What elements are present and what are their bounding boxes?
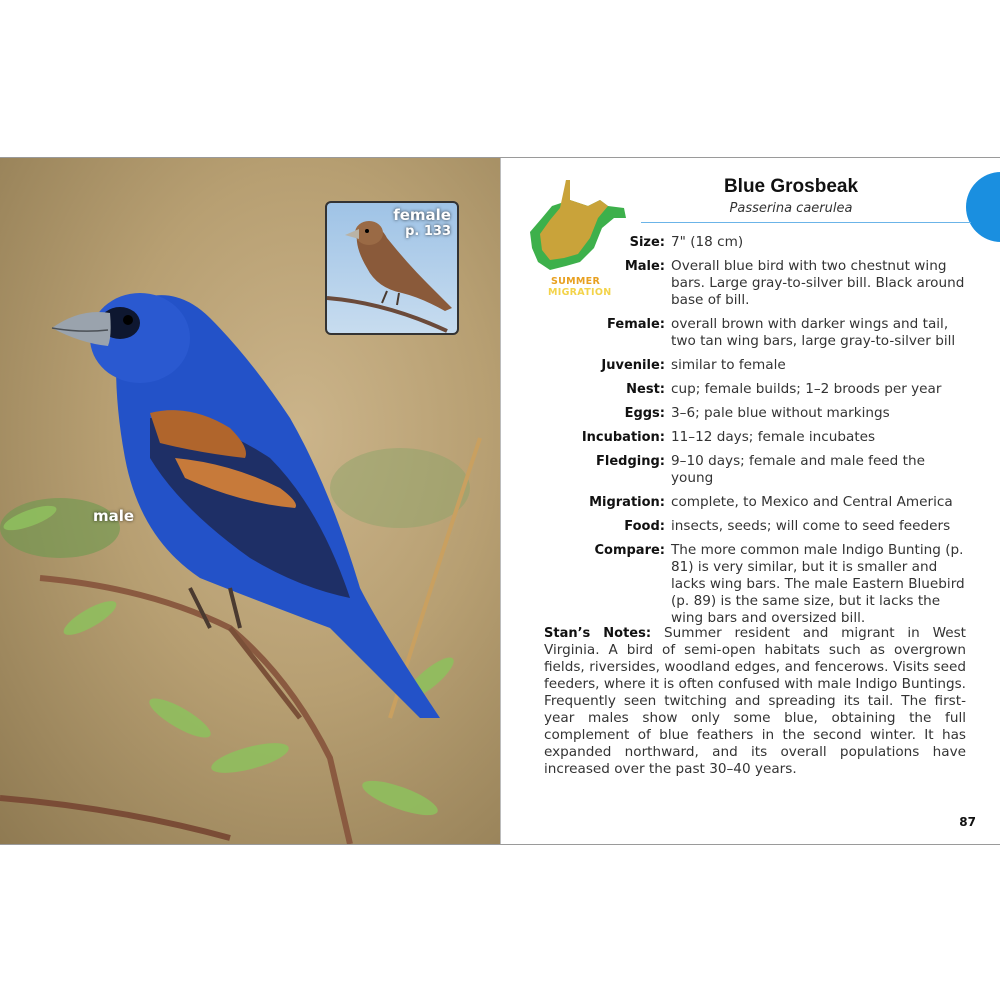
fact-food bbox=[549, 518, 979, 535]
fact-eggs bbox=[549, 405, 979, 422]
fact-label: Eggs: bbox=[624, 406, 665, 421]
fact-value: 11–12 days; female incubates bbox=[671, 429, 876, 445]
species-common-name: Blue Grosbeak bbox=[723, 176, 859, 197]
fact-juvenile bbox=[549, 357, 979, 374]
female-page-ref[interactable]: p. 133 bbox=[405, 224, 451, 239]
fact-label: Female: bbox=[607, 317, 665, 332]
male-label: male bbox=[93, 507, 135, 525]
fact-migration bbox=[549, 494, 979, 511]
fact-value: 9–10 days; female and male feed the young bbox=[671, 453, 925, 486]
facts-list bbox=[549, 234, 979, 634]
stans-notes bbox=[544, 625, 966, 778]
fact-incubation bbox=[549, 429, 979, 446]
fact-value: 3–6; pale blue without markings bbox=[671, 405, 890, 421]
fact-value: Overall blue bird with two chestnut wing bars. Large gray-to-silver bill. Black around base of bill. bbox=[671, 258, 965, 308]
fact-value: The more common male Indigo Bunting (p. 81) is very similar, but it is smaller and lacks wing bars. The male Eastern Bluebird (p. 89) is the same size, but it lacks the wing bars and oversized bill. bbox=[671, 542, 965, 626]
photo-page bbox=[0, 158, 500, 844]
female-label: female bbox=[393, 206, 451, 224]
fact-label: Nest: bbox=[626, 382, 665, 397]
fact-label: Food: bbox=[624, 519, 665, 534]
page-number: 87 bbox=[959, 815, 976, 829]
fact-value: 7" (18 cm) bbox=[671, 234, 744, 250]
fact-size bbox=[549, 234, 979, 251]
title-rule bbox=[641, 222, 971, 223]
fact-value: overall brown with darker wings and tail, two tan wing bars, large gray-to-silver bill bbox=[671, 316, 956, 349]
notes-text: Summer resident and migrant in West Virginia. A bird of semi-open habitats such as overgrown fields, riversides, woodland edges, and fencerows. Visits seed feeders, where it is often confused with male Indigo Buntings. Frequently seen twitching and spreading its tail. The first-year males show only some blue, obtaining the full complement of blue feathers in the second winter. It has expanded northward, and its overall populations have increased over the past 30–40 years. bbox=[544, 625, 966, 777]
fact-female bbox=[549, 316, 979, 350]
book-spread bbox=[0, 157, 1000, 845]
fact-label: Juvenile: bbox=[601, 358, 665, 373]
fact-value: complete, to Mexico and Central America bbox=[671, 494, 953, 510]
fact-label: Size: bbox=[629, 235, 665, 250]
fact-value: similar to female bbox=[671, 357, 786, 373]
fact-value: insects, seeds; will come to seed feeders bbox=[671, 518, 951, 534]
notes-label: Stan’s Notes: bbox=[544, 626, 665, 641]
fact-label: Male: bbox=[624, 259, 665, 274]
fact-value: cup; female builds; 1–2 broods per year bbox=[671, 381, 942, 397]
map-legend-migration: MIGRATION bbox=[548, 287, 612, 298]
female-inset[interactable] bbox=[325, 201, 459, 335]
species-scientific-name: Passerina caerulea bbox=[729, 201, 853, 216]
section-tab bbox=[966, 172, 1000, 242]
text-page bbox=[500, 158, 1000, 844]
fact-fledging bbox=[549, 453, 979, 487]
fact-label: Fledging: bbox=[596, 454, 665, 469]
fact-label: Incubation: bbox=[581, 430, 665, 445]
fact-label: Migration: bbox=[589, 495, 665, 510]
map-legend-summer: SUMMER bbox=[551, 276, 601, 287]
fact-label: Compare: bbox=[594, 543, 665, 558]
fact-male bbox=[549, 258, 979, 309]
fact-nest bbox=[549, 381, 979, 398]
fact-compare bbox=[549, 542, 979, 627]
